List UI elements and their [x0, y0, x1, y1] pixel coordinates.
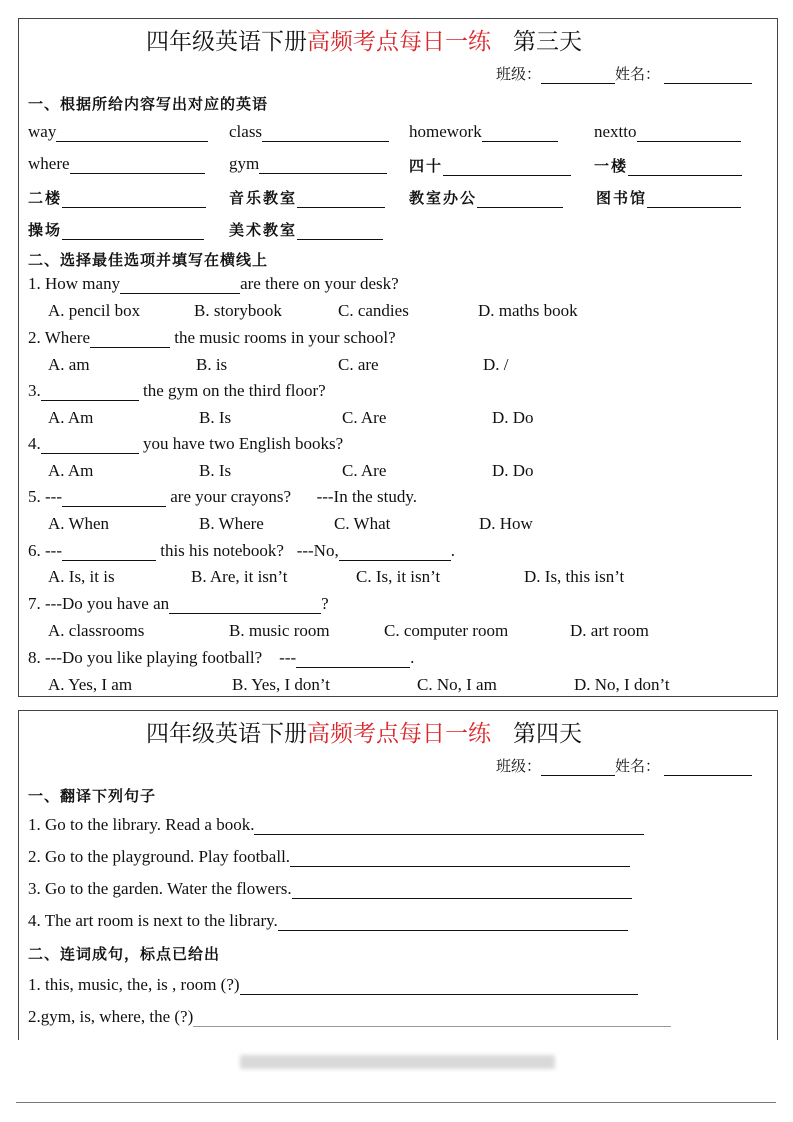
- question: 7. ---Do you have an ?: [28, 594, 329, 613]
- answer-blank[interactable]: [259, 156, 387, 174]
- option[interactable]: A. When: [48, 514, 110, 533]
- option[interactable]: A. Am: [48, 461, 94, 480]
- vocab-item: 二楼: [28, 187, 206, 208]
- answer-blank[interactable]: [120, 276, 240, 294]
- option[interactable]: D. maths book: [478, 301, 578, 320]
- option[interactable]: D. Do: [492, 461, 534, 480]
- option[interactable]: A. Yes, I am: [48, 675, 133, 694]
- translate-item: 3. Go to the garden. Water the flowers.: [28, 879, 632, 899]
- section-heading: 一、根据所给内容写出对应的英语: [28, 95, 269, 113]
- answer-blank[interactable]: [297, 222, 383, 240]
- translate-item: 1. Go to the library. Read a book.: [28, 815, 644, 835]
- name-label: 姓名：: [615, 757, 661, 775]
- vocab-item: 音乐教室: [229, 187, 385, 208]
- answer-blank[interactable]: [637, 124, 741, 142]
- answer-blank[interactable]: [262, 124, 389, 142]
- vocab-item: homework: [409, 122, 558, 142]
- vocab-item: 一楼: [594, 155, 742, 176]
- option[interactable]: D. How: [479, 514, 533, 533]
- reorder-item: 2.gym, is, where, the (?): [28, 1007, 671, 1027]
- answer-blank[interactable]: [62, 543, 156, 561]
- vocab-item: gym: [229, 154, 387, 174]
- option[interactable]: A. Is, it is: [48, 567, 115, 586]
- option[interactable]: B. music room: [229, 621, 330, 640]
- title-red: 高频考点每日一练: [307, 721, 491, 747]
- section-heading: 一、翻译下列句子: [28, 787, 157, 805]
- option[interactable]: C. Are: [342, 408, 387, 427]
- option[interactable]: C. Is, it isn’t: [356, 567, 441, 586]
- worksheet-day3: [18, 18, 778, 697]
- title-red: 高频考点每日一练: [307, 29, 491, 55]
- answer-blank[interactable]: [169, 596, 321, 614]
- title-black: 四年级英语下册: [146, 721, 307, 747]
- option[interactable]: C. No, I am: [417, 675, 497, 694]
- class-blank[interactable]: [541, 66, 615, 84]
- option[interactable]: B. is: [196, 355, 228, 374]
- class-name-row: [496, 63, 752, 84]
- name-blank[interactable]: [664, 66, 752, 84]
- class-name-row: [496, 755, 752, 776]
- class-label: 班级：: [496, 65, 542, 83]
- vocab-item: 操场: [28, 219, 204, 240]
- vocab-item: where: [28, 154, 205, 174]
- class-label: 班级：: [496, 757, 542, 775]
- vocab-item: class: [229, 122, 389, 142]
- translate-item: 2. Go to the playground. Play football.: [28, 847, 630, 867]
- vocab-item: 教室办公: [409, 187, 563, 208]
- section-heading: 二、选择最佳选项并填写在横线上: [28, 251, 269, 269]
- name-blank[interactable]: [664, 758, 752, 776]
- option[interactable]: C. Are: [342, 461, 387, 480]
- answer-blank[interactable]: [290, 849, 630, 867]
- vocab-item: 美术教室: [229, 219, 383, 240]
- answer-blank[interactable]: [628, 158, 742, 176]
- answer-blank[interactable]: [278, 913, 628, 931]
- reorder-item: 1. this, music, the, is , room (?): [28, 975, 638, 995]
- question: 3. the gym on the third floor?: [28, 381, 326, 400]
- answer-blank[interactable]: [477, 190, 563, 208]
- answer-blank[interactable]: [62, 489, 166, 507]
- option[interactable]: B. Are, it isn’t: [191, 567, 288, 586]
- option[interactable]: B. storybook: [194, 301, 282, 320]
- option[interactable]: B. Is: [199, 461, 232, 480]
- answer-blank[interactable]: [90, 330, 170, 348]
- title-day: 第四天: [512, 721, 582, 747]
- vocab-item: 四十: [409, 155, 571, 176]
- option[interactable]: C. are: [338, 355, 379, 374]
- answer-blank[interactable]: [339, 543, 451, 561]
- option[interactable]: B. Yes, I don’t: [232, 675, 330, 694]
- title-day: 第三天: [512, 29, 582, 55]
- option[interactable]: D. art room: [570, 621, 649, 640]
- day3-title: [146, 23, 582, 56]
- answer-blank[interactable]: [41, 383, 139, 401]
- vocab-item: nextto: [594, 122, 741, 142]
- question: 2. Where the music rooms in your school?: [28, 328, 396, 347]
- day4-title: [146, 715, 582, 748]
- option[interactable]: C. candies: [338, 301, 409, 320]
- answer-blank[interactable]: [296, 650, 410, 668]
- answer-blank[interactable]: [254, 817, 644, 835]
- answer-blank[interactable]: [41, 436, 139, 454]
- answer-blank[interactable]: [62, 190, 206, 208]
- question: 8. ---Do you like playing football? --- .: [28, 648, 415, 667]
- answer-blank[interactable]: [647, 190, 741, 208]
- option[interactable]: A. classrooms: [48, 621, 145, 640]
- option[interactable]: A. am: [48, 355, 90, 374]
- section-heading: 二、连词成句，标点已给出: [28, 945, 221, 963]
- blurred-watermark: [240, 1055, 555, 1069]
- option[interactable]: A. Am: [48, 408, 94, 427]
- option[interactable]: D. No, I don’t: [574, 675, 670, 694]
- question: 6. --- this his notebook? ---No, .: [28, 541, 455, 560]
- answer-blank[interactable]: [70, 156, 205, 174]
- answer-blank[interactable]: [193, 1009, 671, 1027]
- answer-blank[interactable]: [62, 222, 204, 240]
- translate-item: 4. The art room is next to the library.: [28, 911, 628, 931]
- option[interactable]: B. Is: [199, 408, 232, 427]
- option[interactable]: B. Where: [199, 514, 264, 533]
- option[interactable]: C. What: [334, 514, 391, 533]
- vocab-item: way: [28, 122, 208, 142]
- answer-blank[interactable]: [56, 124, 208, 142]
- title-black: 四年级英语下册: [146, 29, 307, 55]
- option[interactable]: D. Do: [492, 408, 534, 427]
- option[interactable]: A. pencil box: [48, 301, 141, 320]
- question: 5. --- are your crayons? ---In the study.: [28, 487, 417, 506]
- question: 1. How many are there on your desk?: [28, 274, 399, 293]
- name-label: 姓名：: [615, 65, 661, 83]
- answer-blank[interactable]: [443, 158, 571, 176]
- class-blank[interactable]: [541, 758, 615, 776]
- answer-blank[interactable]: [240, 977, 638, 995]
- answer-blank[interactable]: [292, 881, 632, 899]
- option[interactable]: D. Is, this isn’t: [524, 567, 625, 586]
- worksheet-day4: [18, 710, 778, 1040]
- question: 4. you have two English books?: [28, 434, 344, 453]
- option[interactable]: C. computer room: [384, 621, 509, 640]
- page-divider: [16, 1102, 776, 1103]
- answer-blank[interactable]: [297, 190, 385, 208]
- answer-blank[interactable]: [482, 124, 558, 142]
- option[interactable]: D. /: [483, 355, 509, 374]
- vocab-item: 图书馆: [596, 187, 741, 208]
